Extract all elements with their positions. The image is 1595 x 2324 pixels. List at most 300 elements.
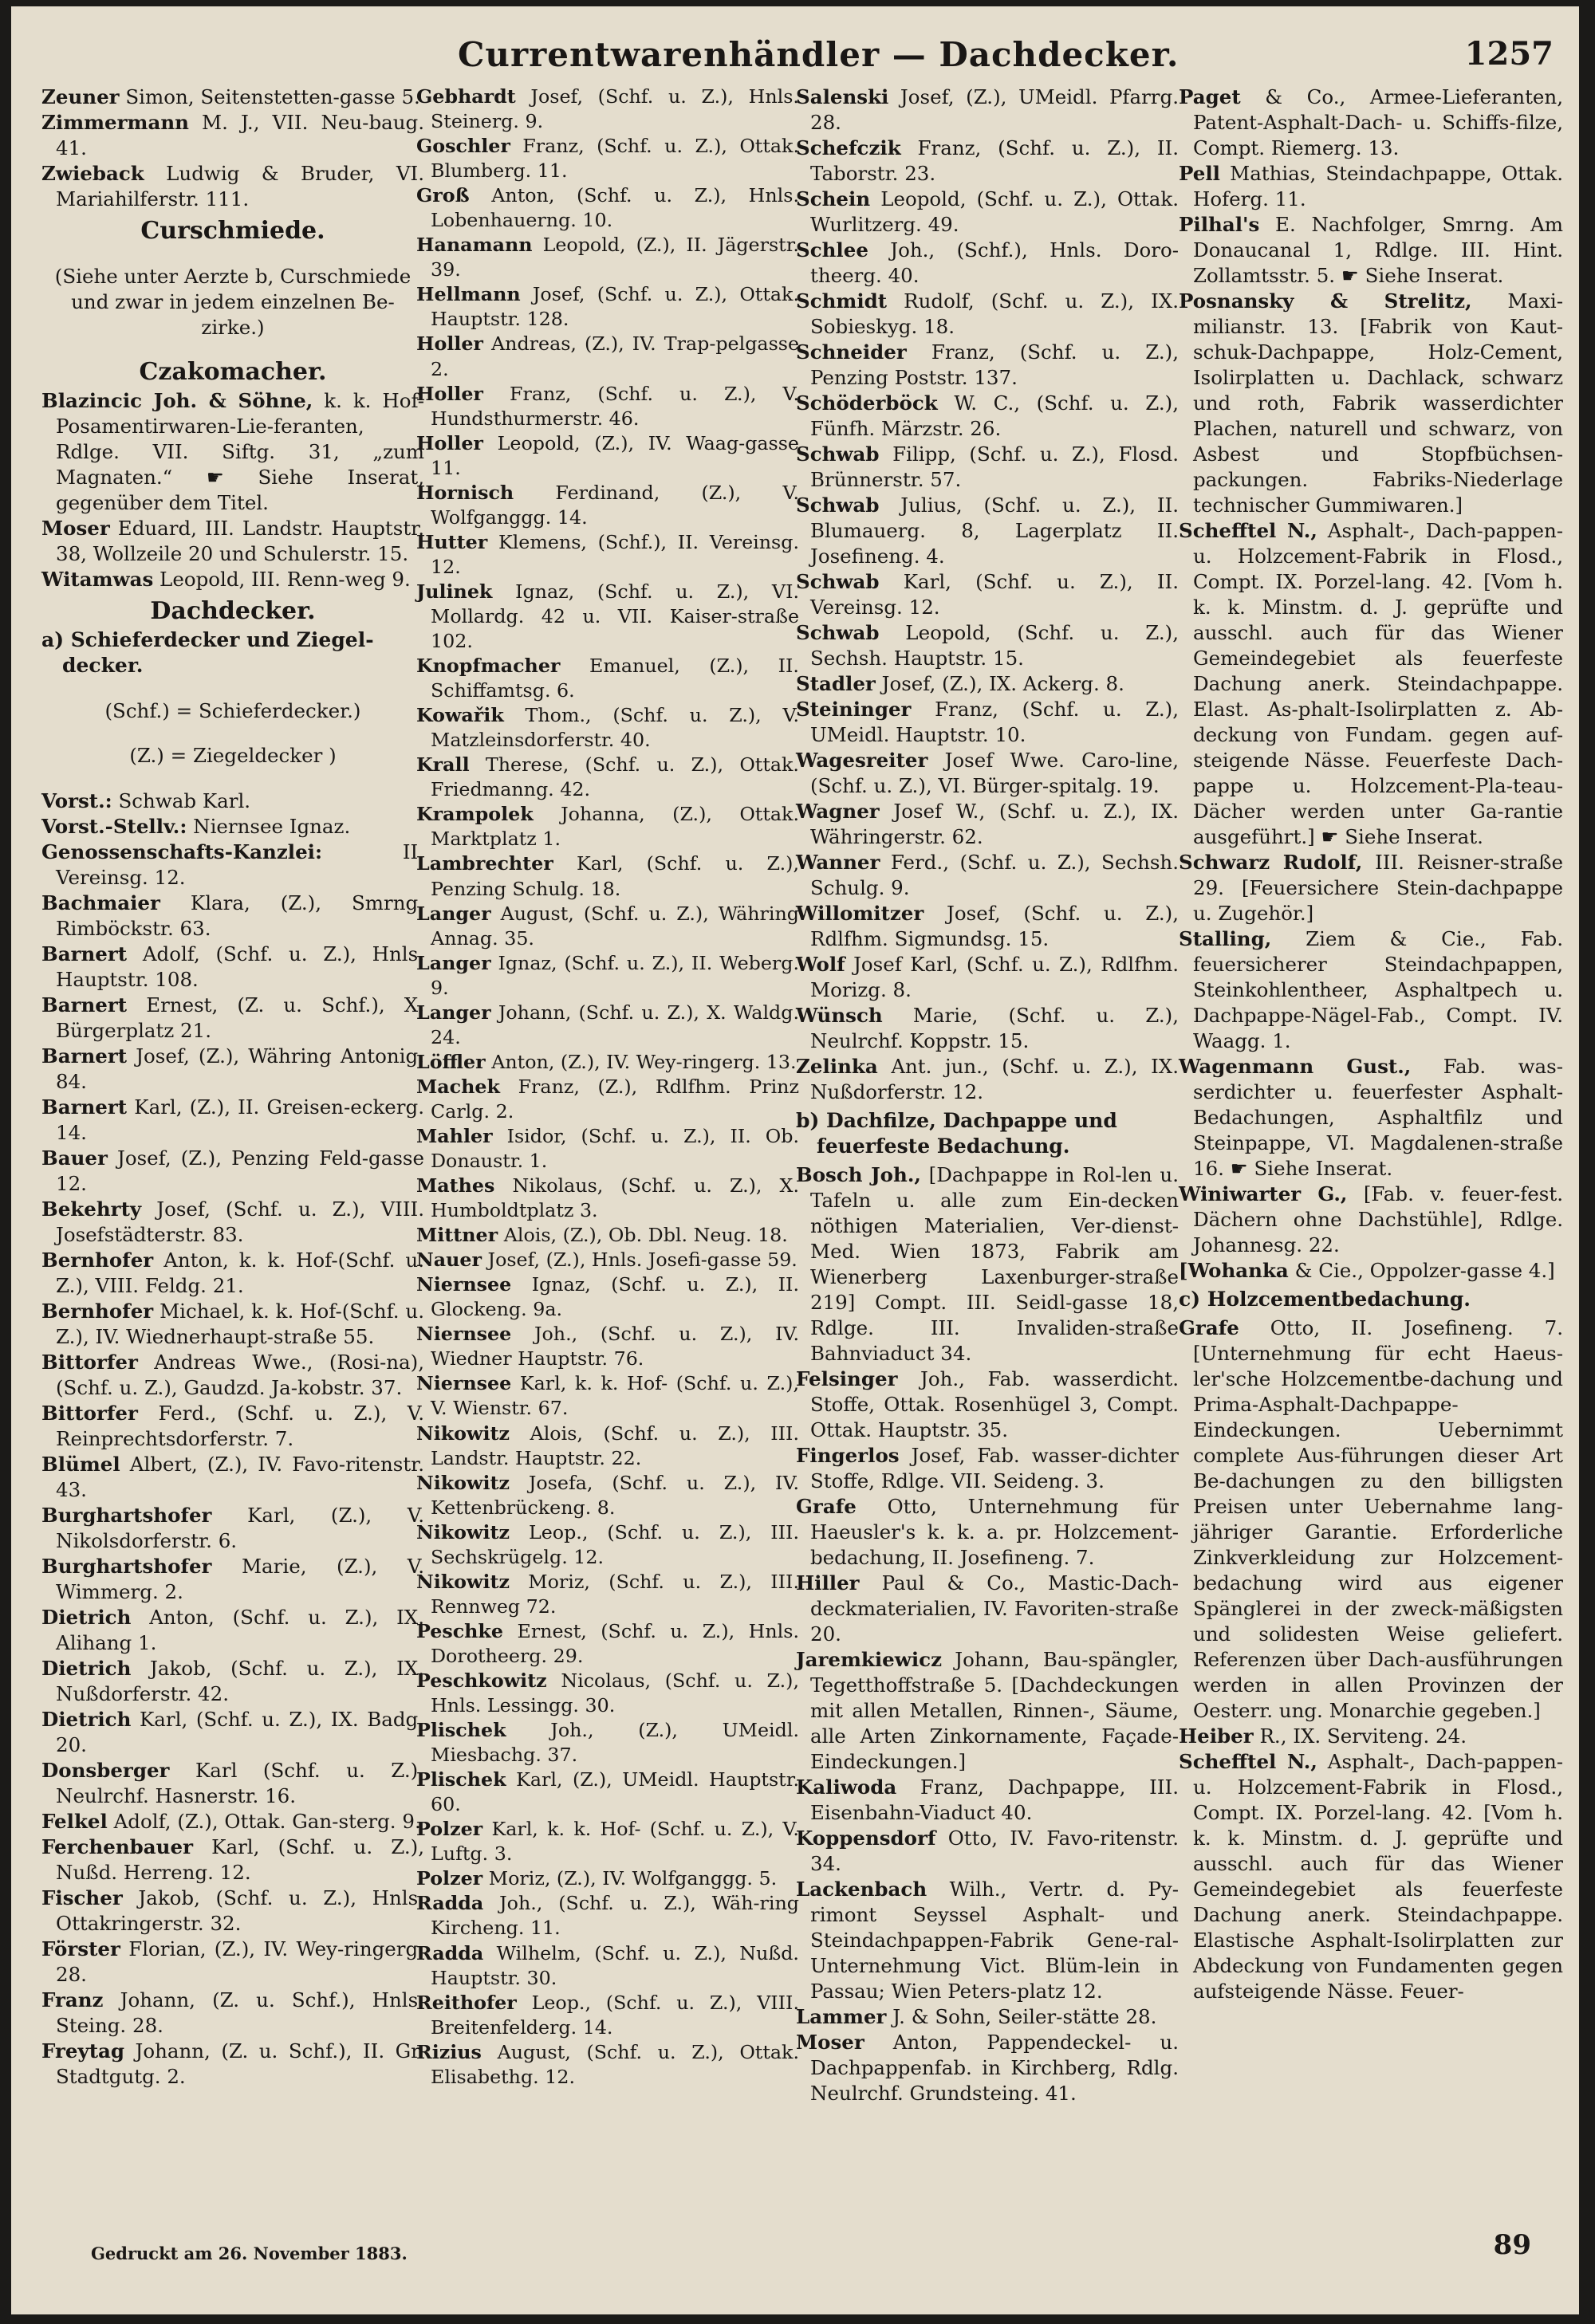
entry-name: Schwab <box>796 621 880 644</box>
directory-entry <box>796 238 1179 289</box>
entry-name: Moser <box>796 2031 864 2054</box>
directory-entry <box>796 748 1179 799</box>
entry-details: August, (Schf. u. Z.), Währing Annag. 35. <box>431 902 799 950</box>
entry-details: Karl, (Z.), II. Greisen-eckerg. 14. <box>56 1095 424 1144</box>
directory-entry <box>1179 926 1563 1054</box>
entry-details: Marie, (Schf. u. Z.), Neulrchf. Koppstr. 15. <box>810 1004 1179 1052</box>
directory-entry <box>796 289 1179 340</box>
entry-name: Nikowitz <box>416 1520 510 1543</box>
entry-details: Ferd., (Schf. u. Z.), Sechsh. Schulg. 9. <box>810 851 1179 899</box>
legend-line: (Z.) = Ziegeldecker ) <box>129 744 337 767</box>
directory-entry <box>796 1877 1179 2004</box>
entry-name: Krampolek <box>416 803 534 826</box>
entry-name: Langer <box>416 1001 491 1024</box>
entry-name: Willomitzer <box>796 902 924 925</box>
entry-name: Felsinger <box>796 1367 898 1390</box>
entry-details: & Co., Armee-Lieferanten, Patent-Asphalt-Dach- u. Schiffs-filze, Compt. Riemerg. 13. <box>1193 85 1563 159</box>
entry-name: Grafe <box>796 1495 857 1518</box>
entry-name: Polzer <box>416 1818 483 1841</box>
entry-name: Peschke <box>416 1619 503 1642</box>
entry-name: Mittner <box>416 1224 498 1247</box>
entry-details: Michael, k. k. Hof-(Schf. u. Z.), IV. Wiednerhaupt-straße 55. <box>56 1299 424 1348</box>
directory-entry <box>796 85 1179 136</box>
entry-name: Nikowitz <box>416 1570 510 1593</box>
entry-name: Bittorfer <box>41 1350 138 1374</box>
entry-name: Paget <box>1179 85 1241 108</box>
entry-details: Klara, (Z.), Smrng. Rimböckstr. 63. <box>56 891 424 940</box>
directory-entry <box>41 1197 424 1248</box>
directory-entry <box>41 1146 424 1197</box>
entry-name: Barnert <box>41 1044 128 1068</box>
entry-name: Donsberger <box>41 1758 170 1782</box>
directory-entry <box>416 481 799 530</box>
entry-details: Ferd., (Schf. u. Z.), V. Reinprechtsdorferstr. 7. <box>56 1401 424 1450</box>
entry-details: Josef Wwe. Caro-line, (Schf. u. Z.), VI. Bürger-spitalg. 19. <box>810 749 1179 797</box>
directory-entry <box>416 951 799 1001</box>
directory-entry <box>41 840 424 891</box>
entry-name: Pell <box>1179 162 1220 185</box>
entry-details: Ludwig & Bruder, VI. Mariahilferstr. 111. <box>56 162 424 210</box>
section-heading: Curschmiede. <box>140 217 325 245</box>
entry-details: k. k. Hof-Posamentirwaren-Lie-feranten, Rdlge. VII. Siftg. 31, „zum Magnaten.“ ☛ Siehe Inserat, gegenüber dem Titel. <box>56 389 424 514</box>
directory-entry <box>41 1248 424 1299</box>
directory-entry <box>1179 1315 1563 1724</box>
directory-entry <box>41 1503 424 1554</box>
entry-details: Albert, (Z.), IV. Favo-ritenstr. 43. <box>56 1452 424 1501</box>
entry-name: Bosch Joh., <box>796 1163 921 1186</box>
entry-details: Josef, (Z.), Penzing Feld-gasse 12. <box>56 1146 424 1195</box>
entry-details: Josef, (Z.), Währing Antonig. 84. <box>56 1044 424 1093</box>
directory-entry <box>796 493 1179 569</box>
entry-name: Groß <box>416 184 470 207</box>
entry-details: Otto, IV. Favo-ritenstr. 34. <box>810 1827 1179 1875</box>
directory-entry <box>416 1866 799 1891</box>
directory-entry <box>796 1494 1179 1571</box>
entry-details: Ernest, (Z. u. Schf.), X. Bürgerplatz 21. <box>56 993 424 1042</box>
entry-name: Holler <box>416 382 483 405</box>
entry-details: Wilh., Vertr. d. Py-rimont Seyssel Asphalt- und Steindachpappen-Fabrik Gene-ral-Unternehmung Vict. Blüm-lein in Passau; Wien Peters-platz 12. <box>810 1878 1179 2003</box>
entry-name: Zwieback <box>41 162 144 185</box>
entry-details: Ignaz, (Schf. u. Z.), II. Weberg. 9. <box>431 951 799 999</box>
entry-details: Johann, Bau-spängler, Tegetthoffstraße 5. [Dachdeckungen mit allen Metallen, Rinnen-, Säume, alle Arten Zinkornamente, Façade-Eindeckungen.] <box>810 1648 1179 1773</box>
entry-details: Franz, (Schf. u. Z.), Penzing Poststr. 137. <box>810 340 1179 389</box>
entry-name: Niernsee <box>416 1273 512 1296</box>
entry-details: Asphalt-, Dach-pappen- u. Holzcement-Fabrik in Flosd., Compt. IX. Porzel-lang. 42. [Vom h. k. k. Minstm. d. J. geprüfte und ausschl. auch für das Wiener Gemeindegebiet als feuerfeste Dachung anerk. Steindachpappe. Elastische Asphalt-Isolirplatten zur Abdeckung von Fundamenten gegen aufsteigende Nässe. Feuer- <box>1193 1750 1564 2003</box>
directory-entry <box>416 431 799 481</box>
directory-entry <box>796 697 1179 748</box>
entry-details: Paul & Co., Mastic-Dach-deckmaterialien, IV. Favoriten-straße 20. <box>810 1571 1179 1646</box>
directory-entry <box>41 1452 424 1503</box>
directory-entry <box>416 1817 799 1866</box>
directory-entry <box>41 1758 424 1809</box>
entry-details: Karl, (Z.), V. Nikolsdorferstr. 6. <box>56 1503 424 1552</box>
entry-details: Karl, (Schf. u. Z.), II. Vereinsg. 12. <box>810 570 1179 619</box>
entry-details: J. & Sohn, Seiler-stätte 28. <box>886 2005 1157 2028</box>
entry-name: Polzer <box>416 1867 483 1890</box>
column-4 <box>1179 85 1563 2004</box>
entry-details: Franz, (Z.), Rdlfhm. Prinz Carlg. 2. <box>431 1075 799 1123</box>
entry-details: Adolf, (Z.), Ottak. Gan-sterg. 9. <box>107 1809 421 1833</box>
directory-entry <box>796 1003 1179 1054</box>
entry-details: [Dachpappe in Rol-len u. Tafeln u. alle zum Ein-decken nöthigen Materialien, Ver-dienst-Med. Wien 1873, Fabrik am Wienerberg Laxenburger-straße 219] Compt. III. Seidl-gasse 18, Rdlge. III. Invaliden-straße Bahnviaduct 34. <box>810 1163 1179 1365</box>
entry-name: Langer <box>416 902 491 925</box>
directory-entry <box>1179 518 1563 850</box>
entry-name: Lammer <box>796 2005 887 2028</box>
entry-details: Otto, II. Josefineng. 7. [Unternehmung für echt Haeus-ler'sche Holzcementbe-dachung und Prima-Asphalt-Dachpappe-Eindeckungen. Uebernimmt complete Aus-führungen dieser Art Be-dachungen zu den billigsten Preisen unter Uebernahme lang-jähriger Garantie. Erforderliche Zinkverkleidung zur Holzcement-bedachung wird aus eigener Spänglerei in der zweck-mäßigsten und solidesten Weise geliefert. Referenzen über Dach-ausführungen werden in allen Provinzen der Oesterr. ung. Monarchie gegeben.] <box>1193 1316 1563 1722</box>
entry-details: Karl, (Schf. u. Z.), Penzing Schulg. 18. <box>431 852 799 900</box>
entry-details: Josef W., (Schf. u. Z.), IX. Währingerstr. 62. <box>810 800 1179 848</box>
entry-details: Jakob, (Schf. u. Z.), Hnls. Ottakringerstr. 32. <box>56 1886 424 1935</box>
directory-entry <box>796 569 1179 620</box>
directory-entry <box>1179 1258 1563 1284</box>
entry-details: Josef, (Schf. u. Z.), Ottak. Hauptstr. 128. <box>431 283 799 331</box>
entry-details: Josef, (Z.), IX. Ackerg. 8. <box>875 672 1124 695</box>
directory-entry <box>416 85 799 134</box>
directory-entry <box>41 388 424 516</box>
entry-details: Eduard, III. Landstr. Hauptstr. 38, Wollzeile 20 und Schulerstr. 15. <box>56 517 424 565</box>
entry-details: Karl, k. k. Hof- (Schf. u. Z.), V. Luftg. 3. <box>431 1818 799 1866</box>
entry-name: Schwab <box>796 494 880 517</box>
directory-entry <box>41 891 424 942</box>
directory-entry <box>1179 1054 1563 1182</box>
directory-entry <box>41 567 424 592</box>
directory-entry <box>416 1050 799 1075</box>
entry-details: Ignaz, (Schf. u. Z.), II. Glockeng. 9a. <box>431 1273 799 1321</box>
entry-details: Nicolaus, (Schf. u. Z.), Hnls. Lessingg. 30. <box>431 1669 799 1717</box>
section-heading: Dachdecker. <box>150 597 316 625</box>
entry-details: Johanna, (Z.), Ottak. Marktplatz 1. <box>431 803 799 851</box>
directory-entry <box>416 1248 799 1272</box>
directory-entry <box>416 1223 799 1248</box>
entry-name: Nikowitz <box>416 1422 510 1445</box>
directory-entry <box>416 1471 799 1520</box>
entry-name: Zeuner <box>41 85 120 108</box>
entry-name: Vorst.-Stellv.: <box>41 814 187 838</box>
entry-name: Hornisch <box>416 481 514 504</box>
entry-details: Anton, Pappendeckel- u. Dachpappenfab. in Kirchberg, Rdlg. Neulrchf. Grundsteing. 41. <box>810 2031 1179 2105</box>
entry-name: Burghartshofer <box>41 1503 212 1527</box>
entry-name: Posnansky & Strelitz, <box>1179 289 1472 313</box>
entry-details: E. Nachfolger, Smrng. Am Donaucanal 1, Rdlge. III. Hint. Zollamtsstr. 5. ☛ Siehe Inserat. <box>1193 213 1563 287</box>
entry-name: Schein <box>796 187 871 210</box>
directory-entry <box>796 671 1179 697</box>
entry-name: Knopfmacher <box>416 655 561 678</box>
entry-name: Niernsee <box>416 1372 512 1395</box>
directory-entry <box>796 2004 1179 2030</box>
directory-entry <box>416 902 799 951</box>
entry-name: Hiller <box>796 1571 860 1595</box>
entry-details: Josef, (Schf. u. Z.), Rdlfhm. Sigmundsg. 15. <box>810 902 1179 950</box>
directory-entry <box>796 1054 1179 1105</box>
entry-name: Winiwarter G., <box>1179 1182 1348 1205</box>
entry-name: Felkel <box>41 1809 108 1833</box>
subsection-heading: c) Holzcementbedachung. <box>1179 1288 1471 1311</box>
entry-name: Koppensdorf <box>796 1827 936 1850</box>
entry-details: Schwab Karl. <box>112 788 251 812</box>
directory-entry <box>796 2030 1179 2106</box>
entry-details: Simon, Seitenstetten-gasse 5. <box>119 85 420 108</box>
entry-details: Niernsee Ignaz. <box>187 814 351 838</box>
entry-details: Therese, (Schf. u. Z.), Ottak. Friedmanng. 42. <box>431 753 799 801</box>
directory-entry <box>796 340 1179 391</box>
entry-name: Schwarz Rudolf, <box>1179 851 1363 874</box>
directory-entry <box>416 1124 799 1174</box>
entry-details: Joh., (Z.), UMeidl. Miesbachg. 37. <box>431 1719 799 1767</box>
entry-name: Freytag <box>41 2039 125 2063</box>
entry-details: Florian, (Z.), IV. Wey-ringerg. 28. <box>56 1937 424 1986</box>
column-1 <box>41 85 424 2090</box>
entry-name: Bekehrty <box>41 1197 142 1221</box>
entry-name: Grafe <box>1179 1316 1239 1339</box>
section-note: (Siehe unter Aerzte b, Curschmiede und zwar in jedem einzelnen Be-zirke.) <box>54 264 412 339</box>
entry-details: Maxi-milianstr. 13. [Fabrik von Kaut-schuk-Dachpappe, Holz-Cement, Isolirplatten u. Dachlack, schwarz und roth, Fabrik wasserdichter Plachen, naturell und schwarz, von Asbest und Stopfbüchsen-packungen. Fabriks-Niederlage technischer Gummiwaren.] <box>1193 289 1563 517</box>
directory-entry <box>416 1001 799 1050</box>
directory-entry <box>796 952 1179 1003</box>
entry-details: Ignaz, (Schf. u. Z.), VI. Mollardg. 42 u. VII. Kaiser-straße 102. <box>431 580 799 653</box>
entry-details: Anton, (Z.), IV. Wey-ringerg. 13. <box>485 1050 797 1073</box>
entry-details: Franz, (Schf. u. Z.), UMeidl. Hauptstr. 10. <box>810 698 1179 746</box>
directory-entry <box>796 799 1179 850</box>
entry-name: Blümel <box>41 1452 120 1476</box>
directory-entry <box>41 993 424 1044</box>
entry-name: Zimmermann <box>41 111 189 134</box>
directory-entry <box>796 1366 1179 1443</box>
directory-entry <box>416 851 799 901</box>
entry-details: Asphalt-, Dach-pappen- u. Holzcement-Fabrik in Flosd., Compt. IX. Porzel-lang. 42. [Vom h. k. k. Minstm. d. J. geprüfte und ausschl. auch für das Wiener Gemeindegebiet als feuerfeste Dachung anerk. Steindachpappe. Elast. As-phalt-Isolirplatten z. Ab-deckung von Fundam. gegen auf-steigende Nässe. Feuerfeste Dach-pappe u. Holzcement-Pla-teau-Dächer werden unter Ga-rantie ausgeführt.] ☛ Siehe Inserat. <box>1193 519 1564 848</box>
subsection-heading: a) Schieferdecker und Ziegel-decker. <box>41 628 374 677</box>
entry-name: Nauer <box>416 1249 482 1272</box>
directory-entry <box>41 788 424 814</box>
entry-details: Franz, (Schf. u. Z.), II. Taborstr. 23. <box>810 136 1179 185</box>
directory-entry <box>1179 161 1563 212</box>
directory-entry <box>41 85 424 110</box>
directory-entry <box>416 382 799 431</box>
entry-details: Julius, (Schf. u. Z.), II. Blumauerg. 8, Lagerplatz II. Josefineng. 4. <box>810 494 1179 568</box>
entry-details: Karl, k. k. Hof- (Schf. u. Z.), V. Wienstr. 67. <box>431 1372 799 1420</box>
entry-name: Radda <box>416 1941 484 1964</box>
entry-details: Ant. jun., (Schf. u. Z.), IX. Nußdorferstr. 12. <box>810 1055 1179 1103</box>
entry-details: Josef, (Z.), UMeidl. Pfarrg. 28. <box>810 85 1179 134</box>
directory-entry <box>1179 1182 1563 1258</box>
directory-entry <box>416 1941 799 1991</box>
entry-name: Mahler <box>416 1124 493 1147</box>
entry-name: Schöderböck <box>796 391 938 415</box>
entry-details: R., IX. Serviteng. 24. <box>1253 1724 1467 1748</box>
directory-entry <box>416 1371 799 1421</box>
directory-entry <box>796 901 1179 952</box>
entry-details: Filipp, (Schf. u. Z.), Flosd. Brünnerstr. 57. <box>810 442 1179 491</box>
entry-name: Pilhal's <box>1179 213 1260 236</box>
entry-name: Schefczik <box>796 136 901 159</box>
directory-entry <box>416 703 799 753</box>
directory-entry <box>41 942 424 993</box>
column-2 <box>416 85 799 2090</box>
entry-name: Genossenschafts-Kanzlei: <box>41 840 323 863</box>
entry-name: Rizius <box>416 2040 482 2063</box>
entry-name: Kaliwoda <box>796 1775 897 1799</box>
directory-entry <box>416 282 799 332</box>
entry-name: Wagner <box>796 800 880 823</box>
entry-name: Franz <box>41 1988 104 2011</box>
directory-entry <box>416 1768 799 1817</box>
directory-entry <box>416 233 799 282</box>
directory-entry <box>1179 289 1563 518</box>
entry-details: Franz, (Schf. u. Z.), Ottak. Blumberg. 11. <box>431 135 799 183</box>
directory-entry <box>41 1350 424 1401</box>
entry-name: Dietrich <box>41 1707 132 1731</box>
entry-details: Johann, (Z. u. Schf.), II. Gr. Stadtgutg. 2. <box>56 2039 424 2088</box>
entry-name: Fingerlos <box>796 1444 900 1467</box>
entry-name: Niernsee <box>416 1323 512 1346</box>
entry-name: Blazincic Joh. & Söhne, <box>41 389 313 412</box>
entry-details: Josef Karl, (Schf. u. Z.), Rdlfhm. Morizg. 8. <box>810 953 1179 1001</box>
entry-name: Reithofer <box>416 1991 517 2014</box>
entry-name: Steininger <box>796 698 912 721</box>
entry-name: Wünsch <box>796 1004 883 1027</box>
directory-page <box>11 6 1579 2314</box>
entry-name: Bernhofer <box>41 1299 154 1323</box>
entry-name: Wagesreiter <box>796 749 928 772</box>
directory-entry <box>796 391 1179 442</box>
entry-details: Emanuel, (Z.), II. Schiffamtsg. 6. <box>431 655 799 702</box>
entry-details: Jakob, (Schf. u. Z.), IX. Nußdorferstr. 42. <box>56 1656 424 1705</box>
directory-entry <box>1179 1749 1563 2004</box>
entry-name: Barnert <box>41 993 128 1017</box>
legend-line: (Schf.) = Schieferdecker.) <box>104 698 361 722</box>
entry-details: M. J., VII. Neu-baug. 41. <box>56 111 424 159</box>
entry-name: Fischer <box>41 1886 123 1909</box>
entry-details: Moriz, (Schf. u. Z.), III. Rennweg 72. <box>431 1570 799 1618</box>
entry-details: Franz, Dachpappe, III. Eisenbahn-Viaduct 40. <box>810 1775 1179 1824</box>
directory-entry <box>416 2040 799 2090</box>
entry-name: Holler <box>416 431 483 454</box>
directory-entry <box>1179 85 1563 161</box>
directory-entry <box>41 1095 424 1146</box>
entry-details: Ziem & Cie., Fab. feuersicherer Steindachpappen, Steinkohlentheer, Asphaltpech u. Dachpappe-Nägel-Fab., Compt. IV. Waagg. 1. <box>1193 927 1563 1052</box>
entry-details: August, (Schf. u. Z.), Ottak. Elisabethg. 12. <box>431 2040 799 2088</box>
entry-name: Hanamann <box>416 234 533 257</box>
entry-name: Schefftel N., <box>1179 1750 1317 1773</box>
entry-name: Schmidt <box>796 289 888 313</box>
directory-entry <box>416 1718 799 1768</box>
entry-name: Nikowitz <box>416 1471 510 1494</box>
entry-name: Förster <box>41 1937 120 1960</box>
directory-entry <box>41 1044 424 1095</box>
entry-details: Anton, (Schf. u. Z.), IX. Alihang 1. <box>56 1605 424 1654</box>
entry-details: Joh., (Schf. u. Z.), Wäh-ring Kircheng. 11. <box>431 1892 799 1940</box>
entry-details: Johann, (Z. u. Schf.), Hnls. Steing. 28. <box>56 1988 424 2037</box>
entry-details: Anton, (Schf. u. Z.), Hnls. Lobenhauerng. 10. <box>431 184 799 232</box>
directory-entry <box>416 1075 799 1124</box>
directory-entry <box>416 802 799 851</box>
entry-details: Otto, Unternehmung für Haeusler's k. k. a. pr. Holzcement-bedachung, II. Josefineng. 7. <box>810 1495 1179 1569</box>
directory-entry <box>41 516 424 567</box>
entry-name: Peschkowitz <box>416 1669 547 1692</box>
directory-entry <box>41 1554 424 1605</box>
entry-name: Zelinka <box>796 1055 878 1078</box>
directory-entry <box>41 110 424 161</box>
entry-name: Jaremkiewicz <box>796 1648 942 1671</box>
directory-entry <box>796 1443 1179 1494</box>
entry-name: Langer <box>416 951 491 974</box>
entry-name: Schlee <box>796 238 868 261</box>
entry-details: Leopold, (Schf. u. Z.), Sechsh. Hauptstr. 15. <box>810 621 1179 670</box>
entry-name: Ferchenbauer <box>41 1834 193 1858</box>
entry-details: Rudolf, (Schf. u. Z.), IX. Sobieskyg. 18. <box>810 289 1179 338</box>
entry-details: Fab. was-serdichter u. feuerfester Asphalt-Bedachungen, Asphaltfilz und Steinpappe, VI. Magdalenen-straße 16. ☛ Siehe Inserat. <box>1193 1055 1563 1180</box>
entry-details: Mathias, Steindachpappe, Ottak. Hoferg. 11. <box>1193 162 1563 210</box>
directory-entry <box>41 1834 424 1886</box>
directory-entry <box>41 161 424 212</box>
directory-entry <box>796 136 1179 187</box>
entry-details: Josef, Fab. wasser-dichter Stoffe, Rdlge. VII. Seideng. 3. <box>810 1444 1179 1492</box>
section-heading: Czakomacher. <box>139 358 327 386</box>
directory-entry <box>796 1162 1179 1366</box>
directory-entry <box>41 1401 424 1452</box>
entry-details: Joh., (Schf. u. Z.), IV. Wiedner Hauptstr. 76. <box>431 1323 799 1370</box>
entry-details: Thom., (Schf. u. Z.), V. Matzleinsdorferstr. 40. <box>431 704 799 752</box>
entry-details: Klemens, (Schf.), II. Vereinsg. 12. <box>431 530 799 578</box>
entry-details: Josef, (Schf. u. Z.), VIII. Josefstädterstr. 83. <box>56 1197 424 1246</box>
entry-name: Stalling, <box>1179 927 1272 950</box>
entry-details: W. C., (Schf. u. Z.), Fünfh. Märzstr. 26. <box>810 391 1179 440</box>
entry-name: Goschler <box>416 135 510 158</box>
directory-entry <box>416 1570 799 1619</box>
entry-name: Bittorfer <box>41 1401 138 1425</box>
column-3 <box>796 85 1179 2106</box>
directory-entry <box>41 1988 424 2039</box>
directory-entry <box>416 530 799 580</box>
entry-name: Plischek <box>416 1719 506 1742</box>
entry-details: Marie, (Z.), V. Wimmerg. 2. <box>56 1554 424 1603</box>
entry-name: Burghartshofer <box>41 1554 212 1578</box>
entry-name: [Wohanka <box>1179 1259 1289 1282</box>
entry-name: Dietrich <box>41 1656 132 1680</box>
directory-entry <box>41 1656 424 1707</box>
entry-details: III. Reisner-straße 29. [Feuersichere Stein-dachpappe u. Zugehör.] <box>1193 851 1563 925</box>
directory-entry <box>416 1322 799 1371</box>
entry-name: Mathes <box>416 1174 495 1197</box>
print-date-footer: Gedruckt am 26. November 1883. <box>91 2243 408 2263</box>
directory-entry <box>416 580 799 654</box>
directory-entry <box>416 1619 799 1669</box>
directory-entry <box>41 2039 424 2090</box>
entry-name: Bauer <box>41 1146 108 1170</box>
directory-entry <box>796 1571 1179 1647</box>
entry-details: Leopold, (Schf. u. Z.), Ottak. Wurlitzerg. 49. <box>810 187 1179 236</box>
entry-name: Hellmann <box>416 283 521 306</box>
entry-details: Franz, (Schf. u. Z.), V. Hundsthurmerstr. 46. <box>431 382 799 430</box>
entry-details: Moriz, (Z.), IV. Wolfganggg. 5. <box>482 1867 778 1890</box>
directory-entry <box>416 1174 799 1223</box>
entry-details: [Fab. v. feuer-fest. Dächern ohne Dachstühle], Rdlge. Johannesg. 22. <box>1193 1182 1563 1256</box>
entry-details: Karl, (Schf. u. Z.), Nußd. Herreng. 12. <box>56 1834 424 1884</box>
entry-details: Karl, (Schf. u. Z.), IX. Badg. 20. <box>56 1707 424 1756</box>
directory-entry <box>796 442 1179 493</box>
page-number: 1257 <box>1464 35 1554 73</box>
entry-name: Radda <box>416 1892 484 1915</box>
entry-details: Josefa, (Schf. u. Z.), IV. Kettenbrückeng. 8. <box>431 1471 799 1519</box>
directory-entry <box>416 1891 799 1941</box>
entry-details: & Cie., Oppolzer-gasse 4.] <box>1288 1259 1555 1282</box>
directory-entry <box>416 332 799 381</box>
entry-name: Plischek <box>416 1768 506 1791</box>
entry-name: Bachmaier <box>41 891 160 914</box>
entry-name: Schefftel N., <box>1179 519 1317 542</box>
entry-details: II. Vereinsg. 12. <box>56 840 424 889</box>
directory-entry <box>416 1422 799 1471</box>
directory-entry <box>41 1937 424 1988</box>
